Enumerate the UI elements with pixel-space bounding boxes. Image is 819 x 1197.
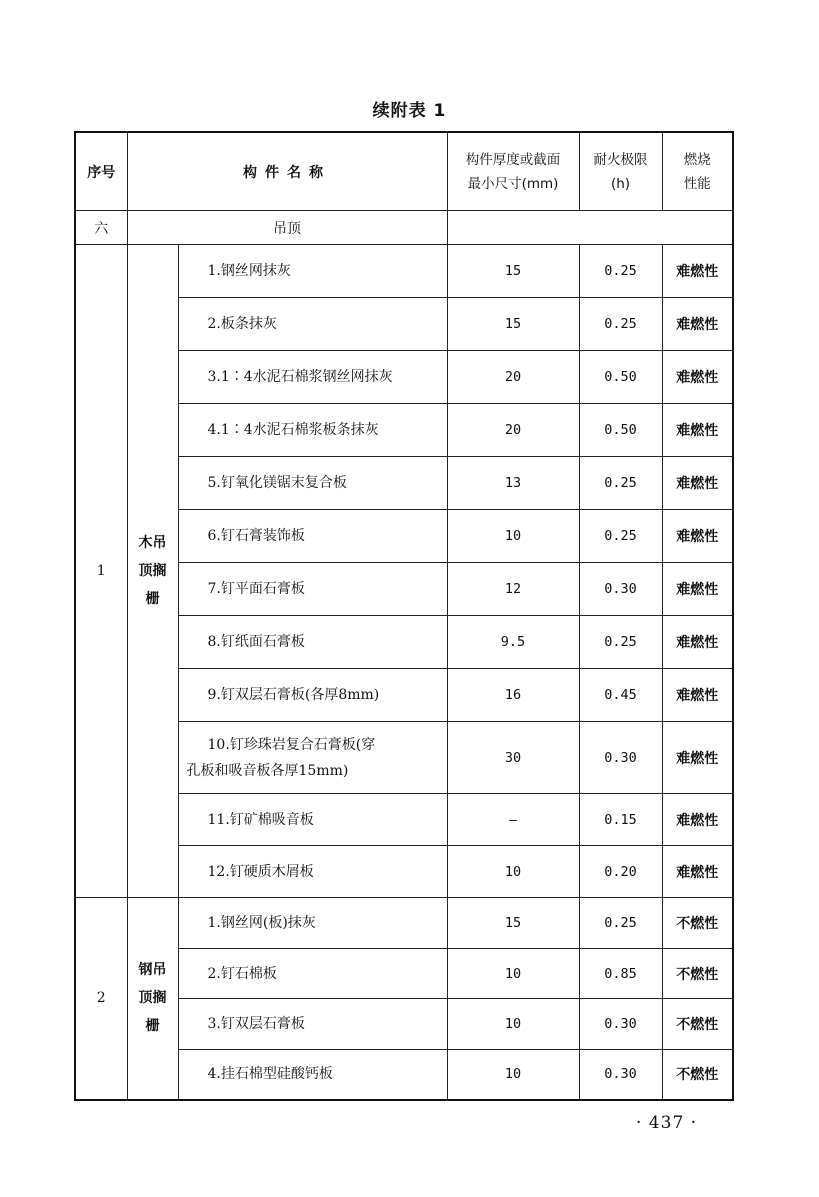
group-name-line: 栅 bbox=[145, 591, 160, 607]
group-no: 2 bbox=[75, 898, 127, 1100]
limit-cell: 0.25 bbox=[579, 457, 662, 510]
thickness-cell: 10 bbox=[447, 999, 579, 1050]
limit-cell: 0.50 bbox=[579, 404, 662, 457]
section-row bbox=[75, 211, 733, 245]
perf-cell: 难燃性 bbox=[662, 245, 733, 298]
thickness-cell: 10 bbox=[447, 510, 579, 563]
section-empty bbox=[447, 211, 733, 245]
component-name: 7.钉平面石膏板 bbox=[178, 563, 447, 616]
header-thickness-line2: 最小尺寸(mm) bbox=[467, 175, 559, 192]
thickness-cell: — bbox=[447, 794, 579, 846]
thickness-cell: 16 bbox=[447, 669, 579, 722]
perf-cell: 不燃性 bbox=[662, 949, 733, 999]
perf-cell: 难燃性 bbox=[662, 298, 733, 351]
limit-cell: 0.85 bbox=[579, 949, 662, 999]
component-name-line2: 孔板和吸音板各厚15mm) bbox=[186, 762, 349, 779]
component-name: 11.钉矿棉吸音板 bbox=[178, 794, 447, 846]
header-row bbox=[75, 132, 733, 211]
header-no: 序号 bbox=[75, 132, 127, 211]
header-limit bbox=[579, 132, 662, 211]
group-name bbox=[127, 898, 178, 1100]
limit-cell: 0.30 bbox=[579, 999, 662, 1050]
perf-cell: 难燃性 bbox=[662, 457, 733, 510]
component-name: 12.钉硬质木屑板 bbox=[178, 846, 447, 898]
perf-cell: 难燃性 bbox=[662, 794, 733, 846]
component-name: 1.钢丝网(板)抹灰 bbox=[178, 898, 447, 949]
group-no: 1 bbox=[75, 245, 127, 898]
perf-cell: 难燃性 bbox=[662, 846, 733, 898]
component-name: 6.钉石膏装饰板 bbox=[178, 510, 447, 563]
header-limit-line1: 耐火极限 bbox=[593, 151, 648, 168]
component-name: 2.钉石棉板 bbox=[178, 949, 447, 999]
perf-cell: 不燃性 bbox=[662, 1050, 733, 1100]
section-no: 六 bbox=[75, 211, 127, 245]
header-thickness-line1: 构件厚度或截面 bbox=[465, 151, 561, 168]
thickness-cell: 13 bbox=[447, 457, 579, 510]
component-name-line1 bbox=[187, 732, 447, 758]
perf-cell: 不燃性 bbox=[662, 898, 733, 949]
perf-cell: 不燃性 bbox=[662, 999, 733, 1050]
component-name-line1-text: 10.钉珍珠岩复合石膏板(穿 bbox=[207, 736, 376, 753]
limit-cell: 0.45 bbox=[579, 669, 662, 722]
perf-cell: 难燃性 bbox=[662, 351, 733, 404]
component-name: 9.钉双层石膏板(各厚8mm) bbox=[178, 669, 447, 722]
group-name-line: 钢吊 bbox=[138, 962, 167, 979]
thickness-cell: 20 bbox=[447, 351, 579, 404]
table-row bbox=[75, 245, 733, 298]
limit-cell: 0.25 bbox=[579, 510, 662, 563]
component-name: 4.1∶4水泥石棉浆板条抹灰 bbox=[178, 404, 447, 457]
component-name: 3.钉双层石膏板 bbox=[178, 999, 447, 1050]
thickness-cell: 30 bbox=[447, 722, 579, 794]
group-name-line: 顶搁 bbox=[138, 563, 167, 579]
perf-cell: 难燃性 bbox=[662, 722, 733, 794]
perf-cell: 难燃性 bbox=[662, 510, 733, 563]
limit-cell: 0.25 bbox=[579, 898, 662, 949]
thickness-cell: 12 bbox=[447, 563, 579, 616]
limit-cell: 0.30 bbox=[579, 722, 662, 794]
component-name: 8.钉纸面石膏板 bbox=[178, 616, 447, 669]
thickness-cell: 15 bbox=[447, 245, 579, 298]
limit-cell: 0.30 bbox=[579, 1050, 662, 1100]
thickness-cell: 9.5 bbox=[447, 616, 579, 669]
table-title: 续附表 1 bbox=[372, 101, 447, 121]
group-name bbox=[127, 245, 178, 898]
component-name: 4.挂石棉型硅酸钙板 bbox=[178, 1050, 447, 1100]
thickness-cell: 15 bbox=[447, 898, 579, 949]
group-name-line: 木吊 bbox=[138, 535, 167, 551]
group-name-line: 栅 bbox=[145, 1018, 160, 1035]
limit-cell: 0.20 bbox=[579, 846, 662, 898]
header-perf bbox=[662, 132, 733, 211]
component-name: 3.1∶4水泥石棉浆钢丝网抹灰 bbox=[178, 351, 447, 404]
page-number: · 437 · bbox=[636, 1113, 698, 1133]
perf-cell: 难燃性 bbox=[662, 669, 733, 722]
group-name-line: 顶搁 bbox=[138, 990, 167, 1007]
thickness-cell: 20 bbox=[447, 404, 579, 457]
component-name bbox=[178, 722, 447, 794]
table-row bbox=[75, 898, 733, 949]
limit-cell: 0.25 bbox=[579, 298, 662, 351]
header-perf-line1: 燃烧 bbox=[683, 151, 711, 168]
limit-cell: 0.25 bbox=[579, 245, 662, 298]
component-name: 2.板条抹灰 bbox=[178, 298, 447, 351]
component-name: 5.钉氧化镁锯末复合板 bbox=[178, 457, 447, 510]
thickness-cell: 15 bbox=[447, 298, 579, 351]
perf-cell: 难燃性 bbox=[662, 563, 733, 616]
thickness-cell: 10 bbox=[447, 1050, 579, 1100]
fire-resistance-table bbox=[74, 131, 734, 1101]
header-limit-line2: (h) bbox=[610, 175, 631, 192]
header-thickness bbox=[447, 132, 579, 211]
component-name: 1.钢丝网抹灰 bbox=[178, 245, 447, 298]
perf-cell: 难燃性 bbox=[662, 616, 733, 669]
limit-cell: 0.50 bbox=[579, 351, 662, 404]
limit-cell: 0.30 bbox=[579, 563, 662, 616]
thickness-cell: 10 bbox=[447, 949, 579, 999]
header-name: 构件名称 bbox=[127, 132, 447, 211]
perf-cell: 难燃性 bbox=[662, 404, 733, 457]
limit-cell: 0.15 bbox=[579, 794, 662, 846]
thickness-cell: 10 bbox=[447, 846, 579, 898]
header-perf-line2: 性能 bbox=[683, 175, 711, 192]
section-name: 吊顶 bbox=[127, 211, 447, 245]
limit-cell: 0.25 bbox=[579, 616, 662, 669]
